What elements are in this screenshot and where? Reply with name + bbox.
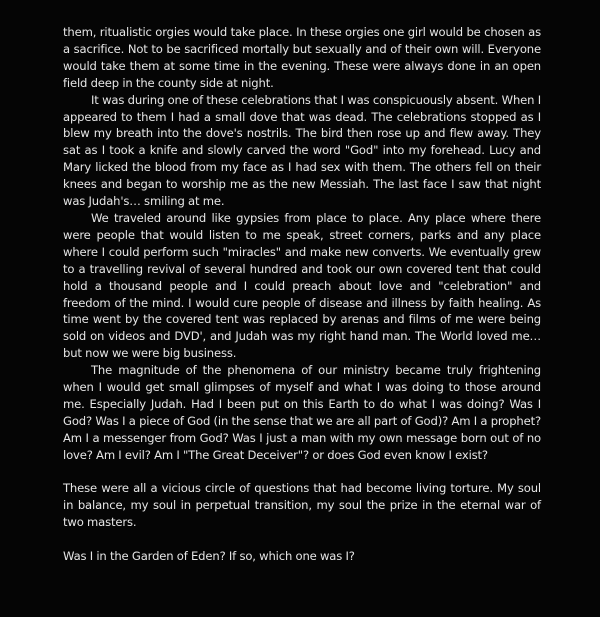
paragraph-eden: Was I in the Garden of Eden? If so, which one was I?	[63, 549, 355, 564]
paragraph-orgies: them, ritualistic orgies would take place. In these orgies one girl would be chosen as a sacrifice. Not to be sacrificed mortally but sexually and of their own will. Everyone would take them at some time in the evening. These were always done in an open field deep in the county side at night.	[63, 25, 541, 90]
paragraph-questions: These were all a vicious circle of questions that had become living torture. My soul in balance, my soul in perpetual transition, my soul the prize in the eternal war of two masters.	[63, 481, 541, 530]
body-text	[63, 24, 541, 565]
paragraph-travels: We traveled around like gypsies from place to place. Any place where there were people that would listen to me speak, street corners, parks and any place where I could perform such "miracles" and make new converts. We eventually grew to a travelling revival of several hundred and took our own covered tent that could hold a thousand people and I could preach about love and "celebration" and freedom of the mind. I would cure people of disease and illness by faith healing. As time went by the covered tent was replaced by arenas and films of me were being sold on videos and DVD', and Judah was my right hand man. The World loved me… but now we were big business.	[63, 210, 541, 361]
paragraph-magnitude: The magnitude of the phenomena of our ministry became truly frightening when I would get small glimpses of myself and what I was doing to those around me. Especially Judah. Had I been put on this Earth to do what I was doing? Was I God? Was I a piece of God (in the sense that we are all part of God)? Am I a prophet? Am I a messenger from God? Was I just a man with my own message born out of no love? Am I evil? Am I "The Great Deceiver"? or does God even know I exist?	[63, 363, 541, 462]
paragraph-dove: It was during one of these celebrations that I was conspicuously absent. When I appeared to them I had a small dove that was dead. The celebrations stopped as I blew my breath into the dove's nostrils. The bird then rose up and flew away. They sat as I took a knife and slowly carved the word "God" into my forehead. Lucy and Mary licked the blood from my face as I had sex with them. The others fell on their knees and began to worship me as the new Messiah. The last face I saw that night was Judah's… smiling at me.	[63, 92, 541, 209]
